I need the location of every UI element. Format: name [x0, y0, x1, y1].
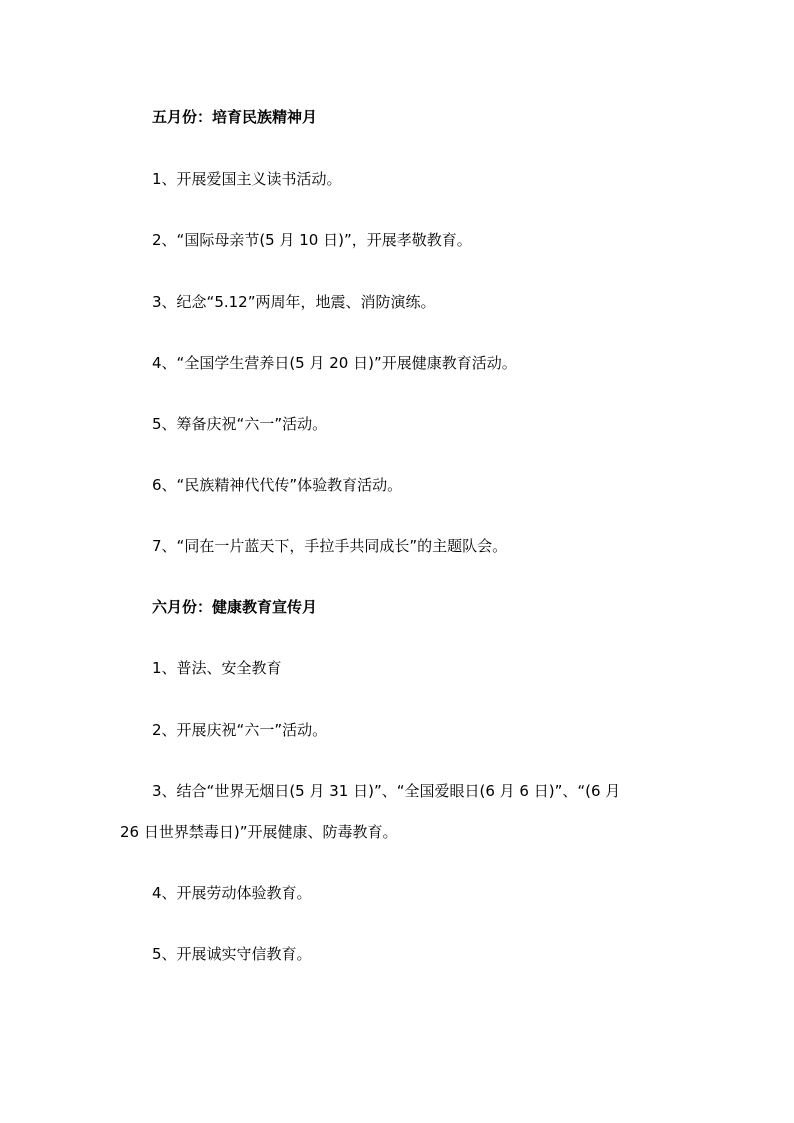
- list-item: 5、筹备庆祝“六一”活动。: [152, 415, 328, 433]
- list-item: 4、“全国学生营养日(5 月 20 日)”开展健康教育活动。: [152, 354, 517, 372]
- list-item: 1、开展爱国主义读书活动。: [152, 170, 342, 188]
- list-item: 2、开展庆祝“六一”活动。: [152, 721, 328, 739]
- list-item: 1、普法、安全教育: [152, 659, 282, 677]
- list-item: 2、“国际母亲节(5 月 10 日)”，开展孝敬教育。: [152, 231, 472, 249]
- list-item: 7、“同在一片蓝天下，手拉手共同成长”的主题队会。: [152, 537, 508, 555]
- list-item: 6、“民族精神代代传”体验教育活动。: [152, 476, 403, 494]
- list-item-continuation: 26 日世界禁毒日)”开展健康、防毒教育。: [120, 823, 398, 841]
- list-item: 3、纪念“5.12”两周年，地震、消防演练。: [152, 293, 436, 311]
- section-heading-may: 五月份：培育民族精神月: [152, 108, 318, 126]
- list-item: 4、开展劳动体验教育。: [152, 884, 312, 902]
- list-item: 3、结合“世界无烟日(5 月 31 日)”、“全国爱眼日(6 月 6 日)”、“(6 月: [152, 782, 621, 800]
- section-heading-june: 六月份：健康教育宣传月: [152, 598, 318, 616]
- list-item: 5、开展诚实守信教育。: [152, 945, 312, 963]
